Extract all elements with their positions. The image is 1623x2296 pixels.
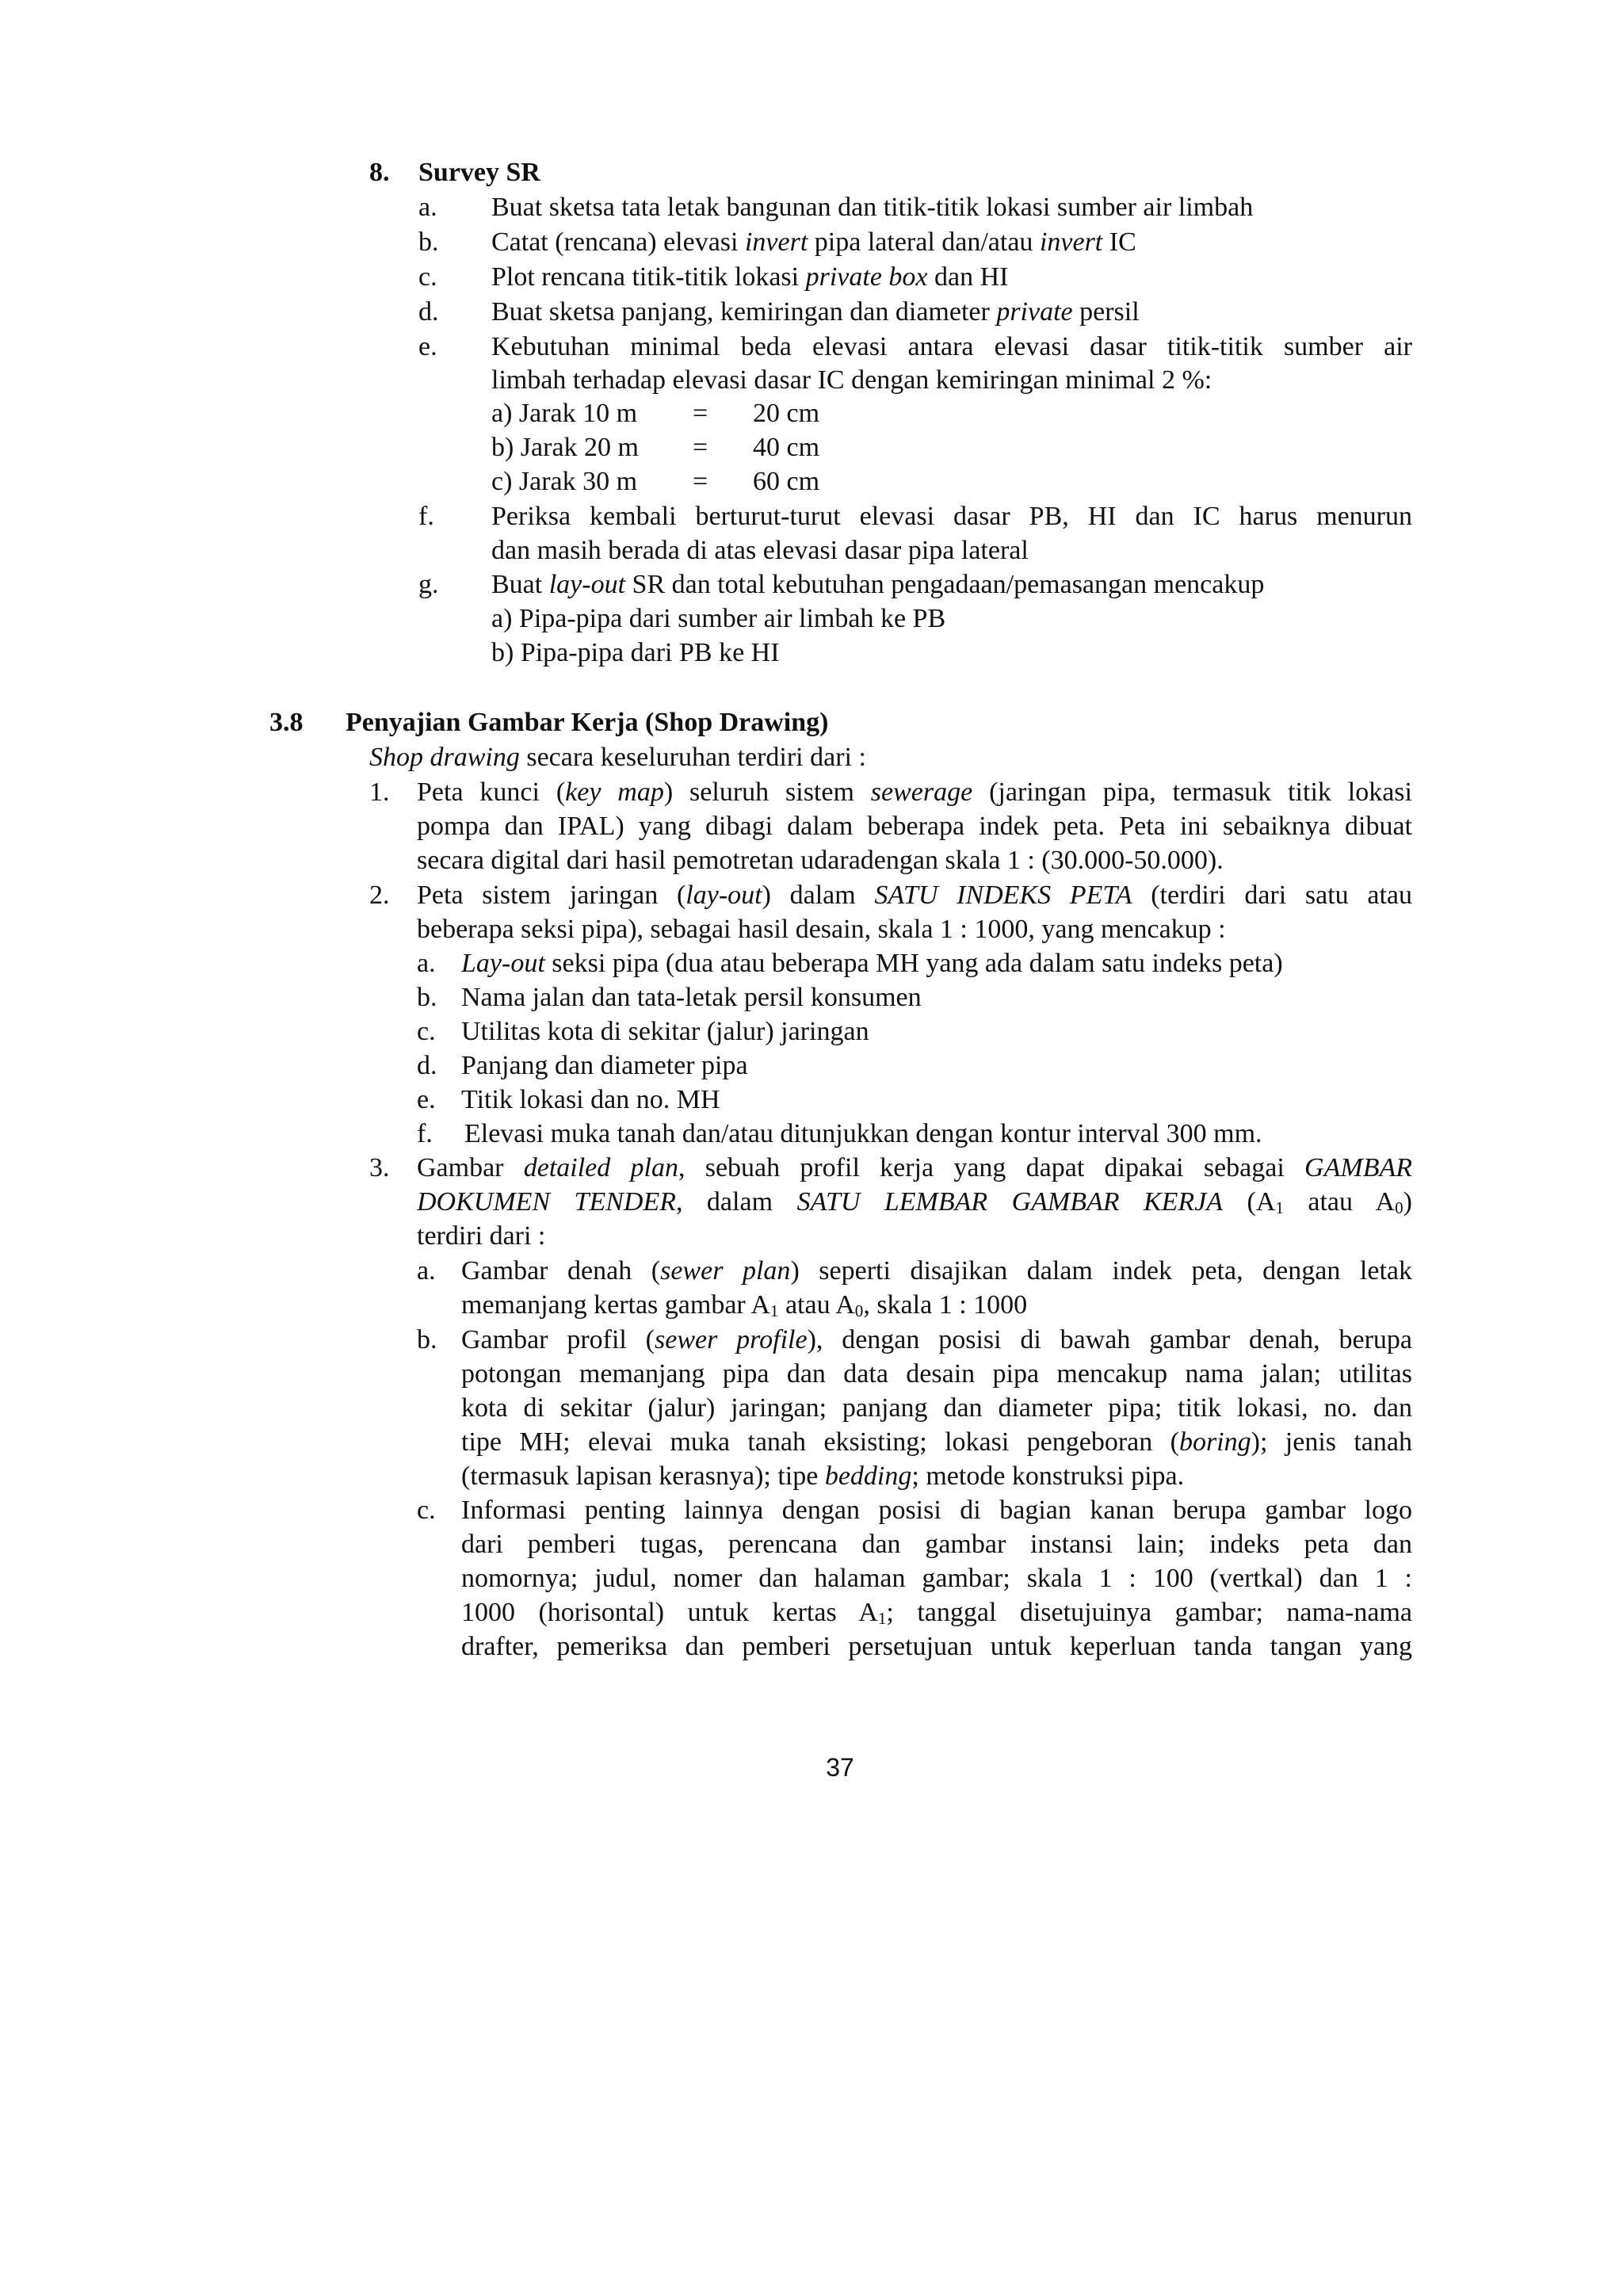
page-number: 37 — [826, 1753, 854, 1782]
pipa-item: b) Pipa-pipa dari PB ke HI — [491, 638, 780, 667]
item-3-sub-c-line2: dari pemberi tugas, perencana dan gambar instansi lain; indeks peta dan — [461, 1530, 1412, 1559]
item-3-sub-b-line4: tipe MH; elevai muka tanah eksisting; lokasi pengeboran (boring); jenis tanah — [461, 1427, 1412, 1457]
item-3-sub-a-line1: Gambar denah (sewer plan) seperti disajikan dalam indek peta, dengan letak — [461, 1256, 1412, 1286]
survey-item-f-line2: dan masih berada di atas elevasi dasar pipa lateral — [491, 536, 1029, 565]
item-3-sub-a-line2: memanjang kertas gambar $A_1$ atau $A_0$, skala 1 : 1000 — [461, 1290, 1028, 1321]
item-1-line3: secara digital dari hasil pemotretan udaradengan skala 1 : (30.000-50.000). — [417, 846, 1224, 875]
item-1-line2: pompa dan IPAL) yang dibagi dalam beberapa indek peta. Peta ini sebaiknya dibuat — [417, 812, 1412, 841]
item-2-line1: Peta sistem jaringan (lay-out) dalam SATU INDEKS PETA (terdiri dari satu atau — [417, 881, 1412, 910]
item-3-sub-c-line3: nomornya; judul, nomer dan halaman gambar; skala 1 : 100 (vertkal) dan 1 : — [461, 1564, 1412, 1593]
item-3-sub-c-line4: 1000 (horisontal) untuk kertas $A_1$; tanggal disetujuinya gambar; nama-nama — [461, 1598, 1412, 1629]
section-title: Penyajian Gambar Kerja (Shop Drawing) — [346, 708, 829, 737]
item-3-sub-b-line2: potongan memanjang pipa dan data desain pipa mencakup nama jalan; utilitas — [461, 1359, 1412, 1389]
item-3-sub-c-line1: Informasi penting lainnya dengan posisi di bagian kanan berupa gambar logo — [461, 1496, 1412, 1525]
section-number: 3.8 — [269, 708, 304, 737]
item-3-sub-b-line3: kota di sekitar (jalur) jaringan; panjang dan diameter pipa; titik lokasi, no. dan — [461, 1393, 1412, 1423]
item-3-sub-b-line1: Gambar profil (sewer profile), dengan posisi di bawah gambar denah, berupa — [461, 1325, 1412, 1354]
survey-item-e-line1: Kebutuhan minimal beda elevasi antara elevasi dasar titik-titik sumber air — [491, 332, 1412, 361]
document-page: 8. Survey SR a. Buat sketsa tata letak bangunan dan titik-titik lokasi sumber air limbah b. Catat (rencana) elevasi invert pipa lateral dan/atau invert IC c. Plot rencana titik-titik lokasi private box dan HI d. Buat sketsa panjang, kemiringan dan diameter private persil e. Kebutuhan minimal beda elevasi antara elevasi dasar titik-titik sumber air limbah terhadap elevasi dasar IC dengan kemiringan minimal 2 %: a) Jarak 10 m = 20 cm b) Jarak 20 m = 40 cm c) Jarak 30 m = 60 cm f. Periksa kembali berturut-turut elevasi dasar PB, HI dan IC harus menurun dan masih berada di atas elevasi dasar pipa lateral g. Buat lay-out SR dan total kebutuhan pengadaan/pemasangan mencakup a) Pipa-pipa dari sumber air limbah ke PB b) Pipa-pipa dari PB ke HI 3.8 Penyajian Gambar Kerja (Shop Drawing) Shop drawing secara keseluruhan terdiri dari : 1. Peta kunci (key map) seluruh sistem sewerage (jaringan pipa, termasuk titik lokasi pompa dan IPAL) yang dibagi dalam beberapa indek peta. Peta ini sebaiknya dibuat secara digital dari hasil pemotretan udaradengan skala 1 : (30.000-50.000). 2. Peta sistem jaringan (lay-out) dalam SATU INDEKS PETA (terdiri dari satu atau beberapa seksi pipa), sebagai hasil desain, skala 1 : 1000, yang mencakup : a. Lay-out seksi pipa (dua atau beberapa MH yang ada dalam satu indeks peta) b. Nama jalan dan tata-letak persil konsumen c. Utilitas kota di sekitar (jalur) jaringan d. Panjang dan diameter pipa e. Titik lokasi dan no. MH f. Elevasi muka tanah dan/atau ditunjukkan dengan kontur interval 300 mm. 3. Gambar detailed plan, sebuah profil kerja yang dapat dipakai sebagai GAMBAR DOKUMEN TENDER, dalam SATU LEMBAR GAMBAR KERJA ($A_1$ atau $A_0$) terdiri dari : a. Gambar denah (sewer plan) seperti disajikan dalam indek peta, dengan letak memanjang kertas gambar $A_1$ atau $A_0$, skala 1 : 1000 b. Gambar profil (sewer profile), dengan posisi di bawah gambar denah, berupa potongan memanjang pipa dan data desain pipa mencakup nama jalan; utilitas kota di sekitar (jalur) jaringan; panjang dan diameter pipa; titik lokasi, no. dan tipe MH; elevai muka tanah eksisting; lokasi pengeboran (boring); jenis tanah (termasuk lapisan kerasnya); tipe bedding; metode konstruksi pipa. c. Informasi penting lainnya dengan posisi di bagian kanan berupa gambar logo dari pemberi tugas, perencana dan gambar instansi lain; indeks peta dan nomornya; judul, nomer dan halaman gambar; skala 1 : 100 (vertkal) dan 1 : 1000 (horisontal) untuk kertas $A_1$; tanggal disetujuinya gambar; nama-nama drafter, pemeriksa dan pemberi persetujuan untuk keperluan tanda tangan yang 37 — [0, 0, 1623, 2296]
survey-item-f-line1: Periksa kembali berturut-turut elevasi dasar PB, HI dan IC harus menurun — [491, 502, 1412, 531]
survey-number: 8. — [369, 158, 390, 187]
item-3-sub-b-line5: (termasuk lapisan kerasnya); tipe bedding; metode konstruksi pipa. — [461, 1461, 1185, 1491]
item-3-line3: terdiri dari : — [417, 1221, 546, 1251]
item-3-sub-c-line5: drafter, pemeriksa dan pemberi persetujuan untuk keperluan tanda tangan yang — [461, 1632, 1412, 1661]
item-1-line1: Peta kunci (key map) seluruh sistem sewerage (jaringan pipa, termasuk titik lokasi — [417, 777, 1412, 807]
item-3-line2: DOKUMEN TENDER, dalam SATU LEMBAR GAMBAR KERJA ($A_1$ atau $A_0$) — [417, 1187, 1412, 1218]
section-intro: Shop drawing secara keseluruhan terdiri dari : — [369, 743, 866, 772]
pipa-item: a) Pipa-pipa dari sumber air limbah ke PB — [491, 604, 946, 633]
survey-item-e-line2: limbah terhadap elevasi dasar IC dengan kemiringan minimal 2 %: — [491, 365, 1212, 395]
survey-title: Survey SR — [418, 158, 540, 187]
item-2-line2: beberapa seksi pipa), sebagai hasil desain, skala 1 : 1000, yang mencakup : — [417, 915, 1226, 944]
item-3-line1: Gambar detailed plan, sebuah profil kerja yang dapat dipakai sebagai GAMBAR — [417, 1153, 1412, 1182]
